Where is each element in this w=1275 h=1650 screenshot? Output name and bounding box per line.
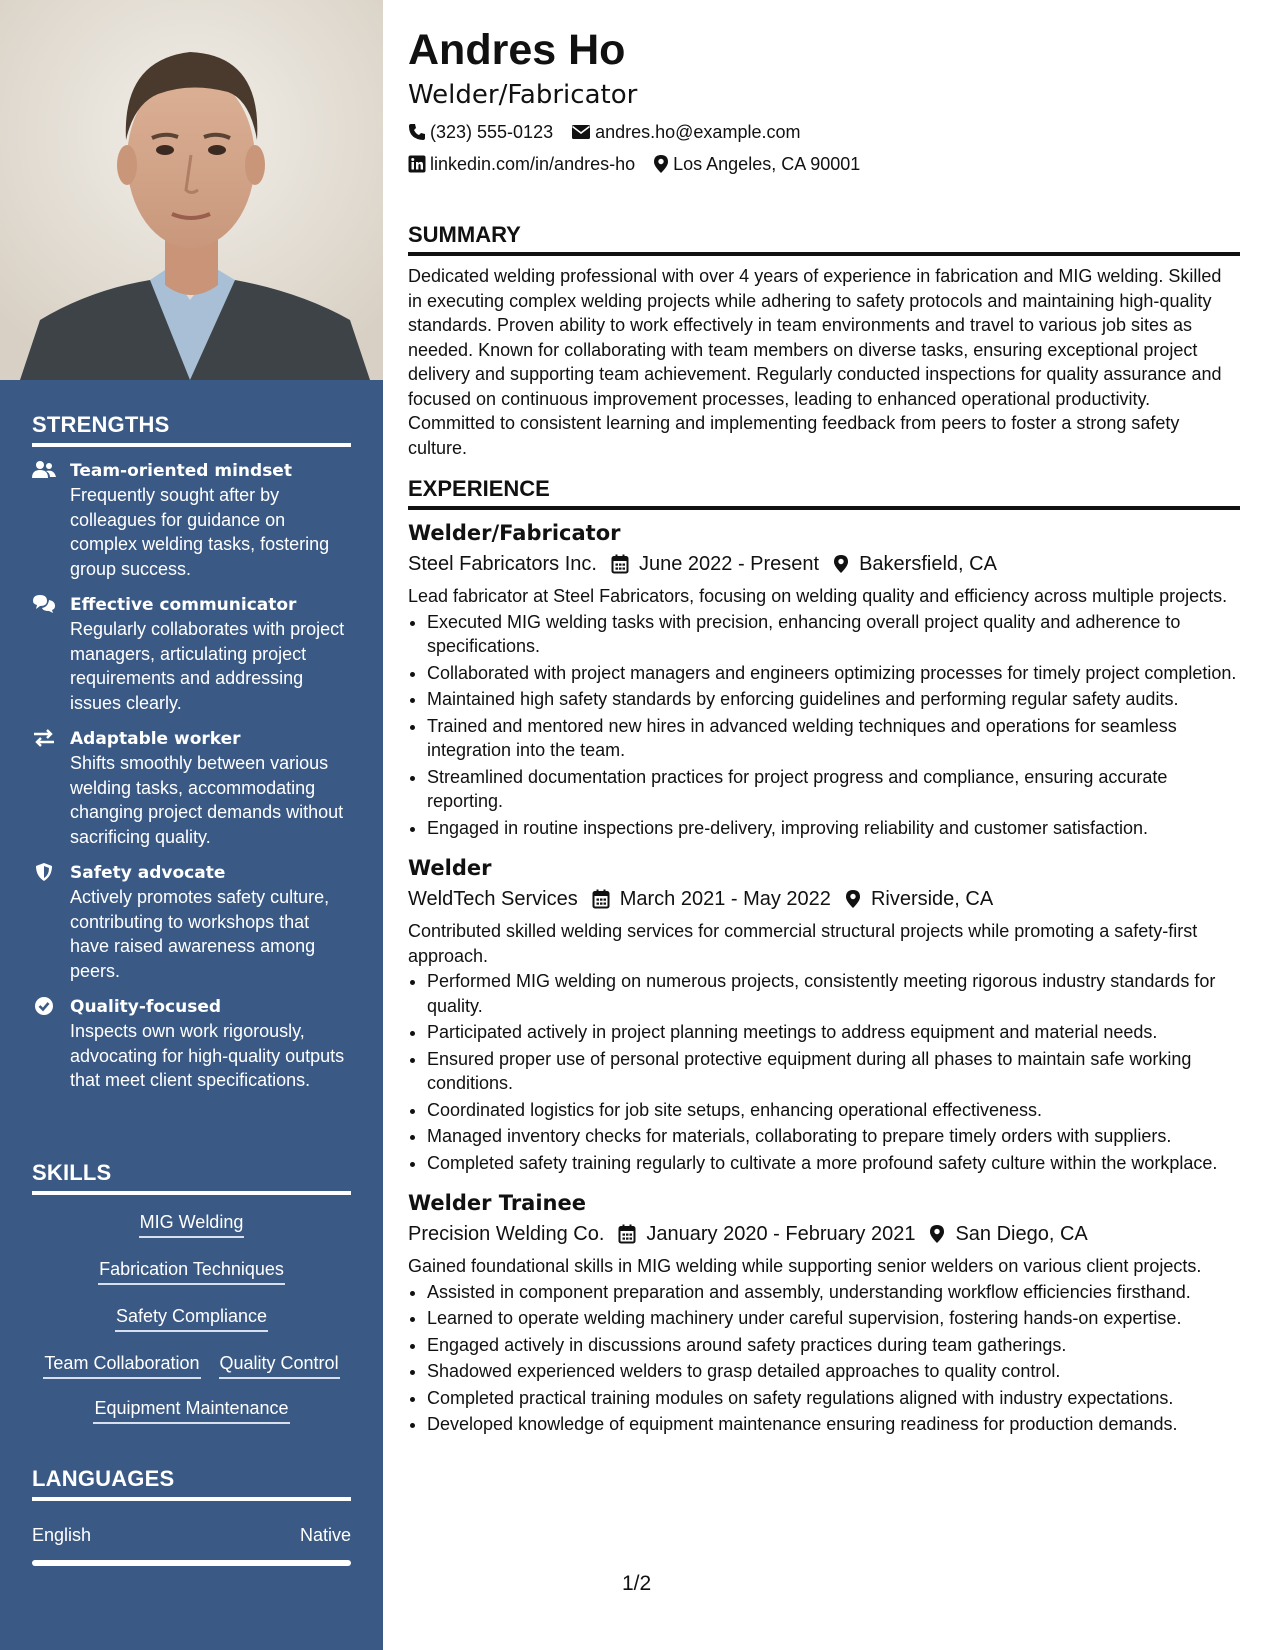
candidate-title: Welder/Fabricator xyxy=(408,80,638,110)
profile-photo-illustration xyxy=(0,0,383,380)
job-description: Contributed skilled welding services for commercial structural projects while promoting a safety-first approach. xyxy=(408,921,1198,966)
phone-icon xyxy=(408,123,426,141)
skill-row xyxy=(34,1210,349,1240)
strength-item xyxy=(32,727,351,849)
job-meta xyxy=(408,550,1240,578)
skills-list xyxy=(32,1210,351,1426)
job-dates-text: June 2022 - Present xyxy=(638,553,820,575)
job-bullet: • Participated actively in project planning meetings to address equipment and material needs. xyxy=(427,1020,1240,1045)
strength-item xyxy=(32,593,351,715)
page-number: 1/2 xyxy=(622,1572,652,1595)
job-entry xyxy=(408,519,1240,840)
exchange-icon xyxy=(32,728,56,748)
job-bullet: • Completed safety training regularly to cultivate a more profound safety culture within the workplace. xyxy=(427,1151,1240,1176)
job-location-text: San Diego, CA xyxy=(955,1223,1088,1245)
job-location xyxy=(929,1220,1087,1248)
check-circle-icon xyxy=(32,996,56,1016)
job-bullet: • Managed inventory checks for materials, collaborating to prepare timely orders with suppliers. xyxy=(427,1124,1240,1149)
company-name: Steel Fabricators Inc. xyxy=(408,553,597,575)
job-bullet: • Performed MIG welding on numerous projects, consistently meeting rigorous industry standards for quality. xyxy=(427,969,1240,1018)
job-bullet: • Completed practical training modules on safety regulations aligned with industry expectations. xyxy=(427,1386,1240,1411)
company-name: WeldTech Services xyxy=(408,888,578,910)
job-bullets xyxy=(408,969,1240,1175)
language-proficiency-bar xyxy=(32,1560,351,1566)
job-dates-text: March 2021 - May 2022 xyxy=(619,888,831,910)
comments-icon xyxy=(32,594,56,614)
envelope-icon xyxy=(571,124,591,140)
job-location xyxy=(845,885,993,913)
job-bullet: • Maintained high safety standards by enforcing guidelines and performing regular safety audits. xyxy=(427,687,1240,712)
job-title: Welder xyxy=(408,856,492,880)
job-bullet: • Engaged in routine inspections pre-delivery, improving reliability and customer satisfaction. xyxy=(427,816,1240,841)
location-contact xyxy=(653,152,860,176)
job-dates xyxy=(611,550,819,578)
calendar-icon xyxy=(611,554,629,574)
job-bullet: • Executed MIG welding tasks with precision, enhancing overall project quality and adherence to specifications. xyxy=(427,610,1240,659)
candidate-name: Andres Ho xyxy=(408,26,626,74)
contact-row xyxy=(408,120,1240,144)
contact-row xyxy=(408,152,1240,176)
map-pin-icon xyxy=(833,554,849,574)
phone-text: (323) 555-0123 xyxy=(430,122,554,142)
experience-heading: EXPERIENCE xyxy=(408,476,1240,510)
skill-chip: Quality Control xyxy=(219,1351,340,1379)
summary-text: Dedicated welding professional with over 4 years of experience in fabrication and MIG welding. Skilled in executing complex welding projects while adhering to safety protocols and maintaining high-quality standards. Proven ability to work effectively in team environments and travel to various job sites as needed. Known for collaborating with team members on diverse tasks, ensuring exceptional project delivery and supporting team achievement. Regularly conducted inspections for quality assurance and focused on continuous improvement processes, leading to enhanced operational productivity. Committed to consistent learning and implementing feedback from peers to foster a strong safety culture. xyxy=(408,266,1222,458)
linkedin-contact xyxy=(408,152,635,176)
languages-heading: LANGUAGES xyxy=(32,1466,351,1501)
language-level: Native xyxy=(299,1525,351,1545)
job-bullet: • Learned to operate welding machinery under careful supervision, fostering hands-on expertise. xyxy=(427,1306,1240,1331)
map-pin-icon xyxy=(653,154,669,174)
job-description: Gained foundational skills in MIG welding while supporting senior welders on various client projects. xyxy=(408,1256,1202,1276)
skill-chip: Team Collaboration xyxy=(43,1351,200,1379)
email-contact xyxy=(571,120,800,144)
calendar-icon xyxy=(592,889,610,909)
skill-chip: Fabrication Techniques xyxy=(98,1257,285,1285)
strength-item xyxy=(32,861,351,983)
job-entry xyxy=(408,1189,1240,1437)
job-meta xyxy=(408,885,1240,913)
job-bullet: • Assisted in component preparation and assembly, understanding workflow efficiencies firsthand. xyxy=(427,1280,1240,1305)
company-name: Precision Welding Co. xyxy=(408,1223,605,1245)
map-pin-icon xyxy=(929,1224,945,1244)
profile-photo xyxy=(0,0,383,380)
job-bullets xyxy=(408,610,1240,841)
sidebar xyxy=(0,0,383,1650)
main-content xyxy=(408,0,1240,1439)
strength-title: Effective communicator xyxy=(70,595,297,615)
job-meta xyxy=(408,1220,1240,1248)
location-text: Los Angeles, CA 90001 xyxy=(673,154,861,174)
strength-description: Actively promotes safety culture, contributing to workshops that have raised awareness among peers. xyxy=(70,887,330,981)
calendar-icon xyxy=(618,1224,636,1244)
job-bullet: • Trained and mentored new hires in advanced welding techniques and operations for seamless integration into the team. xyxy=(427,714,1240,763)
strengths-heading: STRENGTHS xyxy=(32,412,351,447)
strength-title: Team-oriented mindset xyxy=(70,461,292,481)
job-bullets xyxy=(408,1280,1240,1437)
email-text[interactable]: andres.ho@example.com xyxy=(595,122,801,142)
phone-contact xyxy=(408,120,553,144)
strength-item xyxy=(32,995,351,1093)
job-bullet: • Collaborated with project managers and engineers optimizing processes for timely project completion. xyxy=(427,661,1240,686)
skills-heading: SKILLS xyxy=(32,1160,351,1195)
linkedin-text[interactable]: linkedin.com/in/andres-ho xyxy=(430,154,636,174)
strength-title: Safety advocate xyxy=(70,863,226,883)
skill-chip: Equipment Maintenance xyxy=(93,1396,289,1424)
job-bullet: • Shadowed experienced welders to grasp detailed approaches to quality control. xyxy=(427,1359,1240,1384)
job-dates xyxy=(592,885,831,913)
strengths-section xyxy=(32,412,351,1093)
strength-description: Shifts smoothly between various welding tasks, accommodating changing project demands without sacrificing quality. xyxy=(70,753,344,847)
job-location-text: Riverside, CA xyxy=(870,888,994,910)
strength-title: Adaptable worker xyxy=(70,729,241,749)
language-row xyxy=(32,1525,351,1546)
job-dates-text: January 2020 - February 2021 xyxy=(646,1223,916,1245)
strength-title: Quality-focused xyxy=(70,997,222,1017)
job-dates xyxy=(618,1220,915,1248)
strength-description: Inspects own work rigorously, advocating for high-quality outputs that meet client specifications. xyxy=(70,1021,345,1090)
linkedin-icon xyxy=(408,155,426,173)
job-bullet: • Coordinated logistics for job site setups, enhancing operational effectiveness. xyxy=(427,1098,1240,1123)
strength-description: Frequently sought after by colleagues for guidance on complex welding tasks, fostering group success. xyxy=(70,485,330,579)
job-bullet: • Ensured proper use of personal protective equipment during all phases to maintain safe working conditions. xyxy=(427,1047,1240,1096)
shield-icon xyxy=(32,862,56,882)
experience-section xyxy=(408,476,1240,1437)
job-location-text: Bakersfield, CA xyxy=(859,553,997,575)
strength-description: Regularly collaborates with project managers, articulating project requirements and addressing issues clearly. xyxy=(70,619,345,713)
job-description: Lead fabricator at Steel Fabricators, focusing on welding quality and efficiency across multiple projects. xyxy=(408,586,1228,606)
job-bullet: • Engaged actively in discussions around safety practices during team gatherings. xyxy=(427,1333,1240,1358)
map-pin-icon xyxy=(845,889,861,909)
skill-row xyxy=(34,1257,349,1287)
language-name: English xyxy=(32,1525,92,1545)
job-title: Welder/Fabricator xyxy=(408,521,621,545)
languages-section xyxy=(32,1466,351,1566)
job-entry xyxy=(408,854,1240,1175)
skills-section xyxy=(32,1160,351,1426)
job-title: Welder Trainee xyxy=(408,1191,586,1215)
job-location xyxy=(833,550,997,578)
summary-section xyxy=(408,222,1240,460)
skill-row xyxy=(34,1396,349,1426)
skill-row xyxy=(34,1304,349,1334)
summary-heading: SUMMARY xyxy=(408,222,1240,256)
users-icon xyxy=(32,460,56,480)
strength-item xyxy=(32,459,351,581)
job-bullet: • Streamlined documentation practices for project progress and compliance, ensuring accurate reporting. xyxy=(427,765,1240,814)
skill-chip: Safety Compliance xyxy=(115,1304,268,1332)
job-bullet: • Developed knowledge of equipment maintenance ensuring readiness for production demands. xyxy=(427,1412,1240,1437)
skill-chip: MIG Welding xyxy=(139,1210,245,1238)
